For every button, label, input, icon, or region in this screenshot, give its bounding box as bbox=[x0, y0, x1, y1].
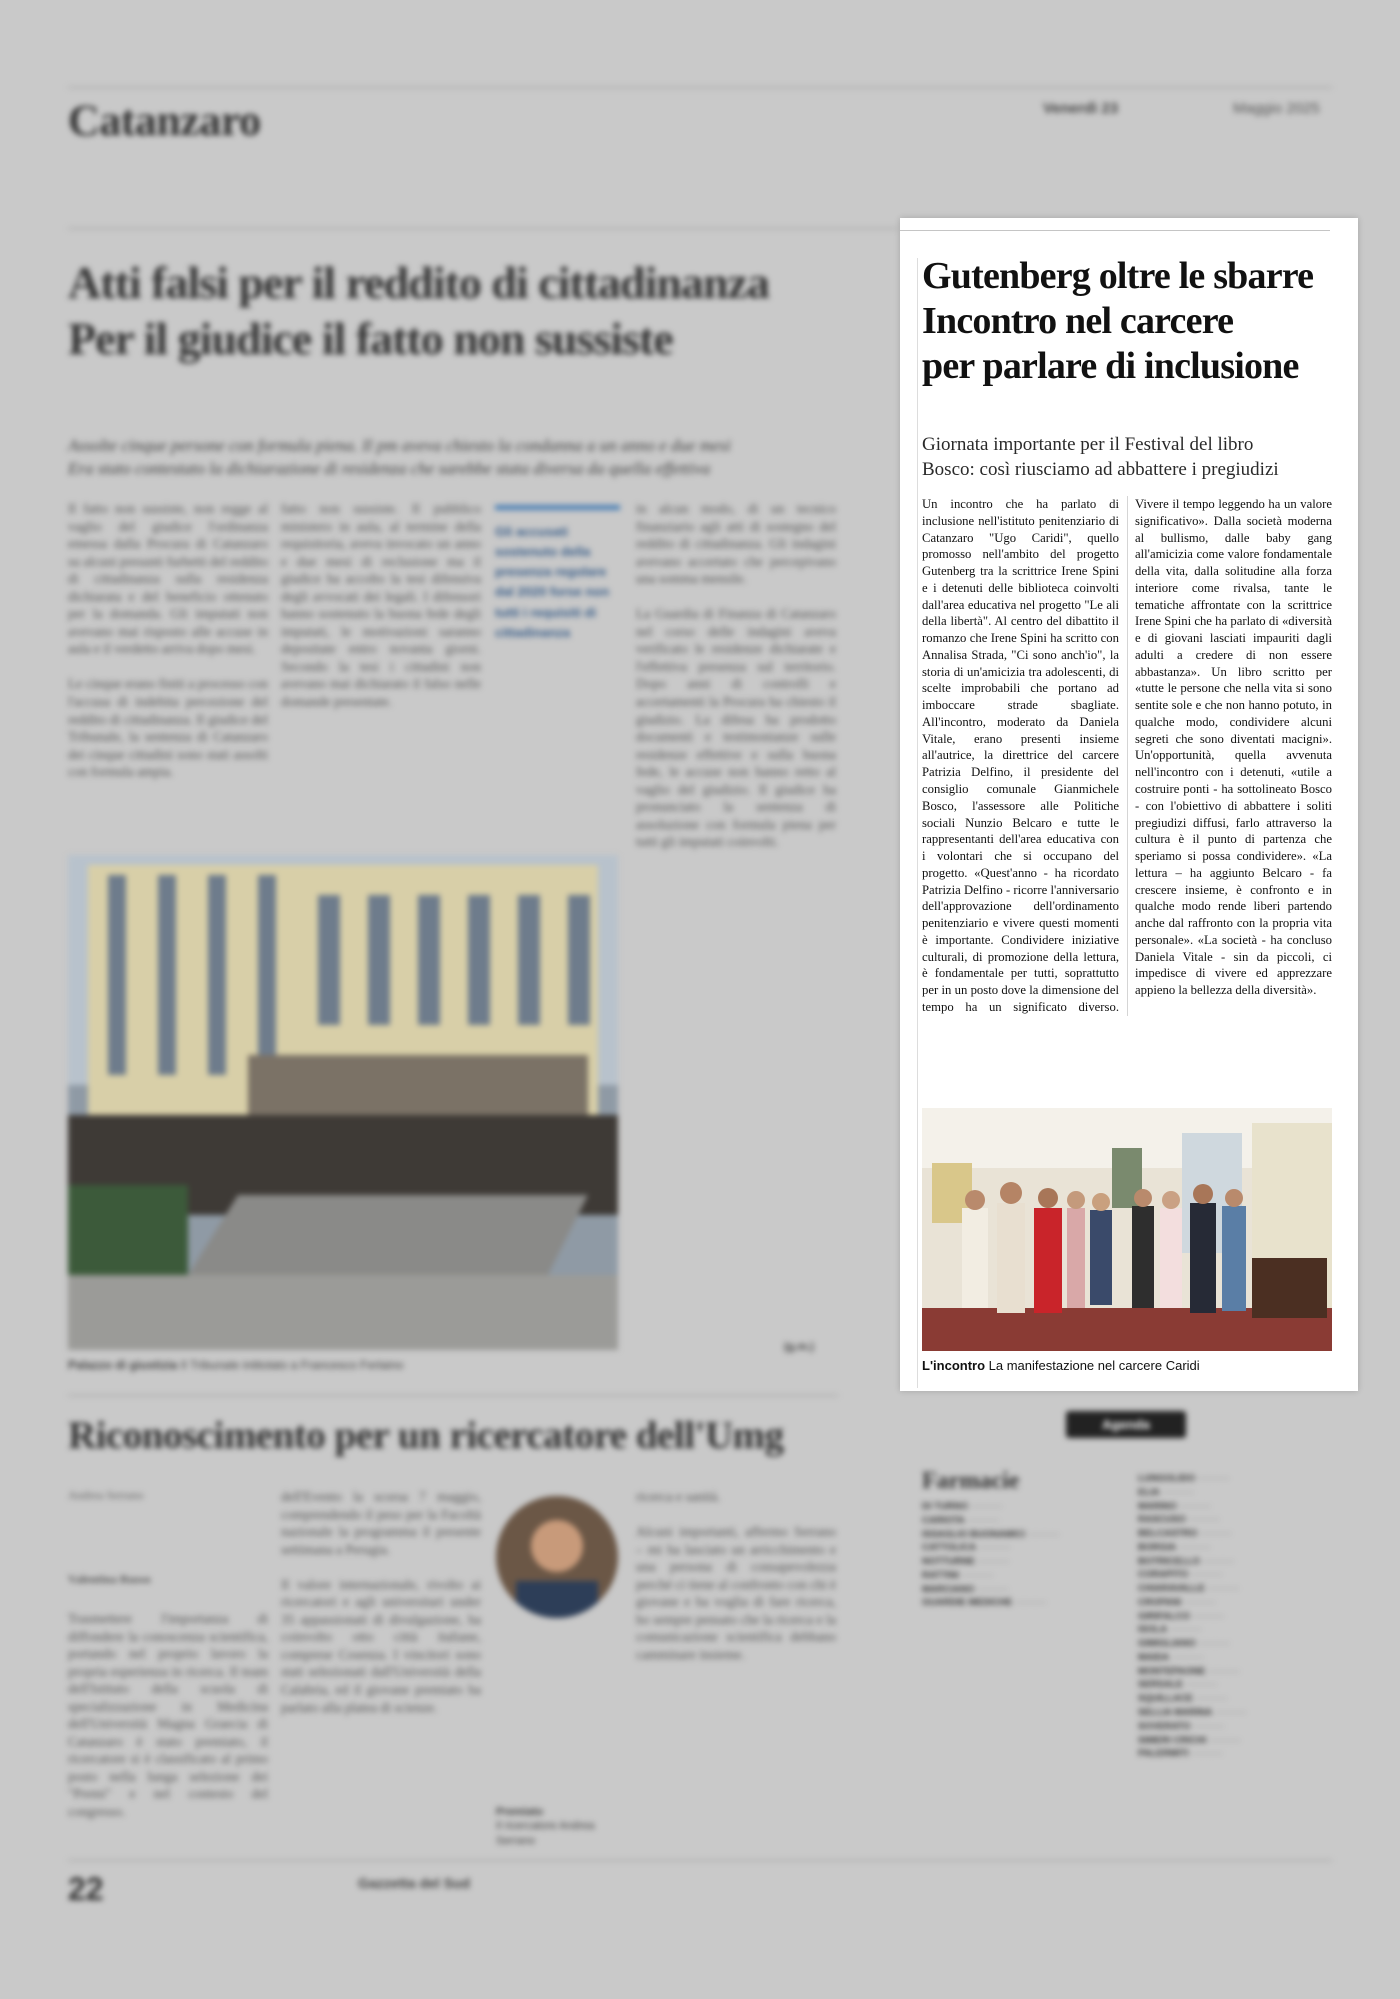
farmacia-item: SOVERATO ·········· bbox=[1138, 1720, 1225, 1732]
farmacia-item: MARCIANO ·········· bbox=[922, 1583, 1009, 1595]
left-article-subheadline bbox=[68, 435, 838, 481]
farmacia-item: SQUILLACE ·········· bbox=[1138, 1693, 1228, 1705]
photo-caption-bold: L'incontro bbox=[922, 1358, 986, 1373]
farmacia-item: CORAPITO ·········· bbox=[1138, 1569, 1223, 1581]
left-article-headline bbox=[68, 255, 848, 367]
left-article-signature: (g.m.) bbox=[784, 1341, 814, 1353]
section-rule bbox=[68, 1395, 838, 1396]
farmacia-item: ELIA ·········· bbox=[1138, 1486, 1194, 1498]
bottom-article-author: Valentina Russo bbox=[68, 1572, 151, 1586]
bottom-article-kicker: Andrea Serrano bbox=[68, 1488, 144, 1502]
column-rule bbox=[68, 228, 898, 229]
agenda-label: Agenda bbox=[1066, 1411, 1186, 1438]
portrait-caption bbox=[496, 1805, 621, 1848]
subheadline-line-1: Giornata importante per il Festival del libro bbox=[922, 434, 1254, 455]
farmacia-item: SERSALE ·········· bbox=[1138, 1679, 1218, 1691]
focus-article-body: Un incontro che ha parlato di inclusione nell'istituto penitenziario di Catanzaro "Ugo Caridi", quello promosso nell'ambito del progetto Gutenberg tra la scrittrice Irene Spini e i detenuti delle biblioteca coinvolti dall'area educativa nel progetto "Le ali della libertà". Al centro del dibattito il romanzo che Irene Spini ha scritto con Annalisa Strada, "Ci sono anch'io", la storia di un'amicizia tra adolescenti, di scelte improbabili che portano ad imboccare strade sbagliate. All'incontro, moderato da Daniela Vitale, erano presenti insieme all'autrice, la direttrice del carcere Patrizia Delfino, il presidente del consiglio comunale Gianmichele Bosco, l'assessore alle Politiche sociali Nunzio Belcaro e tutte le rappresentanti dell'area educativa con i volontari che si occupano del progetto. «Quest'anno - ha ricordato Patrizia Delfino - ricorre l'anniversario dell'approvazione dell'ordinamento penitenziario e vivere questi momenti è importante. Condividere iniziative culturali, di promozione della lettura, è fondamentale per tutti, soprattutto per in un posto dove la dimensione del tempo ha un significato diverso. Vivere il tempo leggendo ha un valore significativo». Dalla società moderna al bullismo, dalle baby gang all'amicizia come valore fondamentale della vita, dalla solitudine alla forza interiore come rivalsa, tante le tematiche affrontate con la scrittrice Irene Spini che ha parlato di «diversità e di giovani lasciati impauriti dagli adulti a credere di non essere abbastanza». Un libro scritto per «tutte le persone che nella vita si sono sentite sole e che non hanno potuto, in qualche modo, condividere alcuni segreti che sono diventati macigni». Un'opportunità, quella avvenuta nell'incontro con i detenuti, «utile a costruire ponti - ha sottolineato Bosco - con l'obiettivo di abbattere i soliti pregiudizi diffusi, farlo attraverso la cultura è il punto di partenza che speriamo si possa condividere». «La lettura – ha aggiunto Belcaro - fa crescere insieme, è confronto e in qualche modo rende liberi partendo anche dal raffronto con la propria vita personale». «La società - ha concluso Daniela Vitale - sin da piccoli, ci impedisce di vivere ed apprezzare appieno la bellezza della diversità». bbox=[922, 497, 1332, 1014]
subheadline-line-2: Bosco: così riusciamo ad abbattere i pregiudizi bbox=[922, 458, 1279, 480]
farmacia-item: LUNGOLIDO ·········· bbox=[1138, 1473, 1230, 1484]
farmacia-item: ISSAGLIO BUONAMICI ·········· bbox=[922, 1528, 1060, 1540]
farmacia-item: MAIDA ·········· bbox=[1138, 1651, 1204, 1663]
farmacia-item: BOTRICELLO ·········· bbox=[1138, 1555, 1235, 1567]
focus-article-headline bbox=[922, 254, 1342, 388]
left-headline-line: Per il giudice il fatto non sussiste bbox=[68, 313, 673, 365]
publication-name: Gazzetta del Sud bbox=[358, 1875, 471, 1891]
farmacia-item: GUARDIE MEDICHE ·········· bbox=[922, 1597, 1047, 1609]
farmacia-item: SIMERI CRICHI ·········· bbox=[1138, 1734, 1241, 1746]
bottom-article-col-4: ricerca e sanità. Alcuni importanti, affermo Serrano – mi ha lasciato un arricchimento e una persona di consapevolezza perché ci tiene al confronto con chi è giovane e ha voglia di fare ricerca, ho sempre pensato che la ricerca e la comunicazione scientifica debbano camminare insieme. bbox=[636, 1489, 836, 1662]
portrait-caption-bold: Premiato bbox=[496, 1806, 544, 1818]
court-building-photo bbox=[68, 855, 618, 1350]
farmacie-col-1 bbox=[922, 1500, 1122, 1610]
headline-line-2: Incontro nel carcere bbox=[922, 299, 1234, 342]
farmacia-item: GIRIFALCO ·········· bbox=[1138, 1610, 1225, 1622]
farmacia-item: CROPANI ·········· bbox=[1138, 1596, 1216, 1608]
farmacia-item: ISOLA ·········· bbox=[1138, 1624, 1202, 1636]
portrait-caption-text: Il ricercatore Andrea Serrano bbox=[496, 1820, 595, 1847]
card-column-rule bbox=[917, 258, 918, 1388]
photo-caption bbox=[922, 1358, 1200, 1373]
researcher-portrait bbox=[496, 1496, 618, 1618]
bottom-article-headline: Riconoscimento per un ricercatore dell'Umg bbox=[68, 1414, 784, 1457]
farmacia-item: MONTEPAONE ·········· bbox=[1138, 1665, 1240, 1677]
farmacia-item: CARIOTA ·········· bbox=[922, 1514, 999, 1526]
farmacie-title: Farmacie bbox=[922, 1468, 1020, 1494]
court-caption-bold: Palazzo di giustizia bbox=[68, 1358, 178, 1372]
section-title: Catanzaro bbox=[68, 96, 261, 145]
header-month: Maggio 2025 bbox=[1233, 100, 1320, 117]
court-photo-caption bbox=[68, 1358, 403, 1372]
farmacia-item: BELCASTRO ·········· bbox=[1138, 1528, 1232, 1540]
bottom-article-col-1: Trasmettere l'importanza di diffondere la conoscenza scientifica, portando nel proprio lavoro la propria esperienza in ricerca. Il team dell'Istituto della scuola di specializzazione in Medicina dell'Università Magna Graecia di Catanzaro è stato premiato, il ricercatore si è classificato al primo posto nella lunga selezione dei "Premi" e nel contesto del congresso. bbox=[68, 1611, 268, 1820]
photo-caption-text: La manifestazione nel carcere Caridi bbox=[988, 1358, 1200, 1373]
farmacia-item: GIMIGLIANO ·········· bbox=[1138, 1638, 1230, 1650]
headline-line-3: per parlare di inclusione bbox=[922, 344, 1299, 387]
left-article-col-2: fatto non sussiste. Il pubblico ministero in aula, al termine della requisitoria, aveva invocato un anno e due mesi di reclusione ma il giudice ha accolto la tesi difensiva degli avvocati dei legali. I difensori hanno sostenuto la buona fede degli imputati, le motivazioni saranno depositate entro novanta giorni. Secondo la tesi i cittadini non avevano mai dichiarato il falso nelle domande presentate. bbox=[281, 501, 481, 710]
left-sub-line: Assolte cinque persone con formula piena. Il pm aveva chiesto la condanna a un anno e due mesi bbox=[68, 436, 731, 455]
left-article-col-4: in alcun modo, di un tecnico finanziario agli atti di sostegno del reddito di cittadinanza. Gli indagini avevano accertato che percepivano una somma mensile. La Guardia di Finanza di Catanzaro nel corso delle indagini aveva verificato le residenze dichiarate e l'effettiva presenza sul territorio. Dopo anni di controlli e accertamenti la Procura ha chiesto il giudizio. La difesa ha prodotto documenti e testimonianze sulle residenze effettive e sulla buona fede, le accuse non hanno retto al vaglio del giudizio. Il giudice ha pronunciato la sentenza di assoluzione con formula piena per tutti gli imputati coinvolti. bbox=[636, 501, 836, 850]
card-top-rule bbox=[900, 230, 1330, 231]
header-rule bbox=[68, 87, 1332, 88]
left-headline-line: Atti falsi per il reddito di cittadinanza bbox=[68, 257, 769, 308]
focus-article-subheadline bbox=[922, 433, 1342, 482]
farmacie-col-2 bbox=[1138, 1472, 1338, 1761]
farmacia-item: DI TURNO ·········· bbox=[922, 1501, 1003, 1512]
farmacia-item: RATTINI ·········· bbox=[922, 1569, 994, 1581]
farmacia-item: CHIARAVALLE ·········· bbox=[1138, 1583, 1239, 1595]
farmacia-item: NOTTURNE ·········· bbox=[922, 1556, 1010, 1568]
focus-article-card bbox=[900, 218, 1358, 1391]
farmacia-item: SELLIA MARINA ·········· bbox=[1138, 1707, 1247, 1719]
left-article-pullquote: Gli accusati sostenuto della presenza regolare dal 2020 forse non tutti i requisiti di cittadinanza bbox=[495, 505, 620, 643]
page-number: 22 bbox=[68, 1871, 104, 1907]
left-sub-line: Era stato contestato la dichiarazione di residenza che sarebbe stata diversa da quella effettiva bbox=[68, 458, 711, 478]
headline-line-1: Gutenberg oltre le sbarre bbox=[922, 255, 1314, 297]
farmacia-item: BORGIA ·········· bbox=[1138, 1541, 1211, 1553]
footer-rule bbox=[68, 1860, 1332, 1861]
prison-meeting-photo bbox=[922, 1108, 1332, 1351]
court-caption-text: Il Tribunale intitolato a Francesco Ferlaino bbox=[180, 1358, 404, 1372]
farmacia-item: MARINO ·········· bbox=[1138, 1500, 1211, 1512]
farmacia-item: RASCUSO ·········· bbox=[1138, 1514, 1220, 1526]
bottom-article-col-2: dell'Evento la scorsa 7 maggio, comprendendo il peso per la Facoltà nazionale la programma il presente settimana a Perugia. Il valore internazionale, rivolto ai ricercatori e agli universitari under 35 appassionati di divulgazione, ha coinvolto otto città italiane, comprese Cosenza. I vincitori sono stati selezionati dall'Università della Calabria, ed il giovane premiato ha parlato alla platea di scienze. bbox=[281, 1489, 481, 1715]
header-date: Venerdì 23 bbox=[1043, 100, 1119, 117]
farmacia-item: CATTOLICA ·········· bbox=[922, 1542, 1011, 1554]
left-article-col-1: Il fatto non sussiste, non regge al vaglio del giudice l'ordinanza emessa dalla Procura di Catanzaro su alcuni presunti furbetti del reddito di cittadinanza sulla residenza dichiarata e del beneficio ottenuto per la domanda. Gli imputati non avevano mai risposto alle accuse in aula e il verdetto arriva dopo mesi. Le cinque erano finiti a processo con l'accusa di indebita percezione del reddito di cittadinanza. Il giudice del Tribunale, la sentenza di Catanzaro dei cinque cittadini sono stati assolti con formula ampia. bbox=[68, 501, 268, 780]
farmacia-item: PALERMITI ·········· bbox=[1138, 1748, 1223, 1760]
